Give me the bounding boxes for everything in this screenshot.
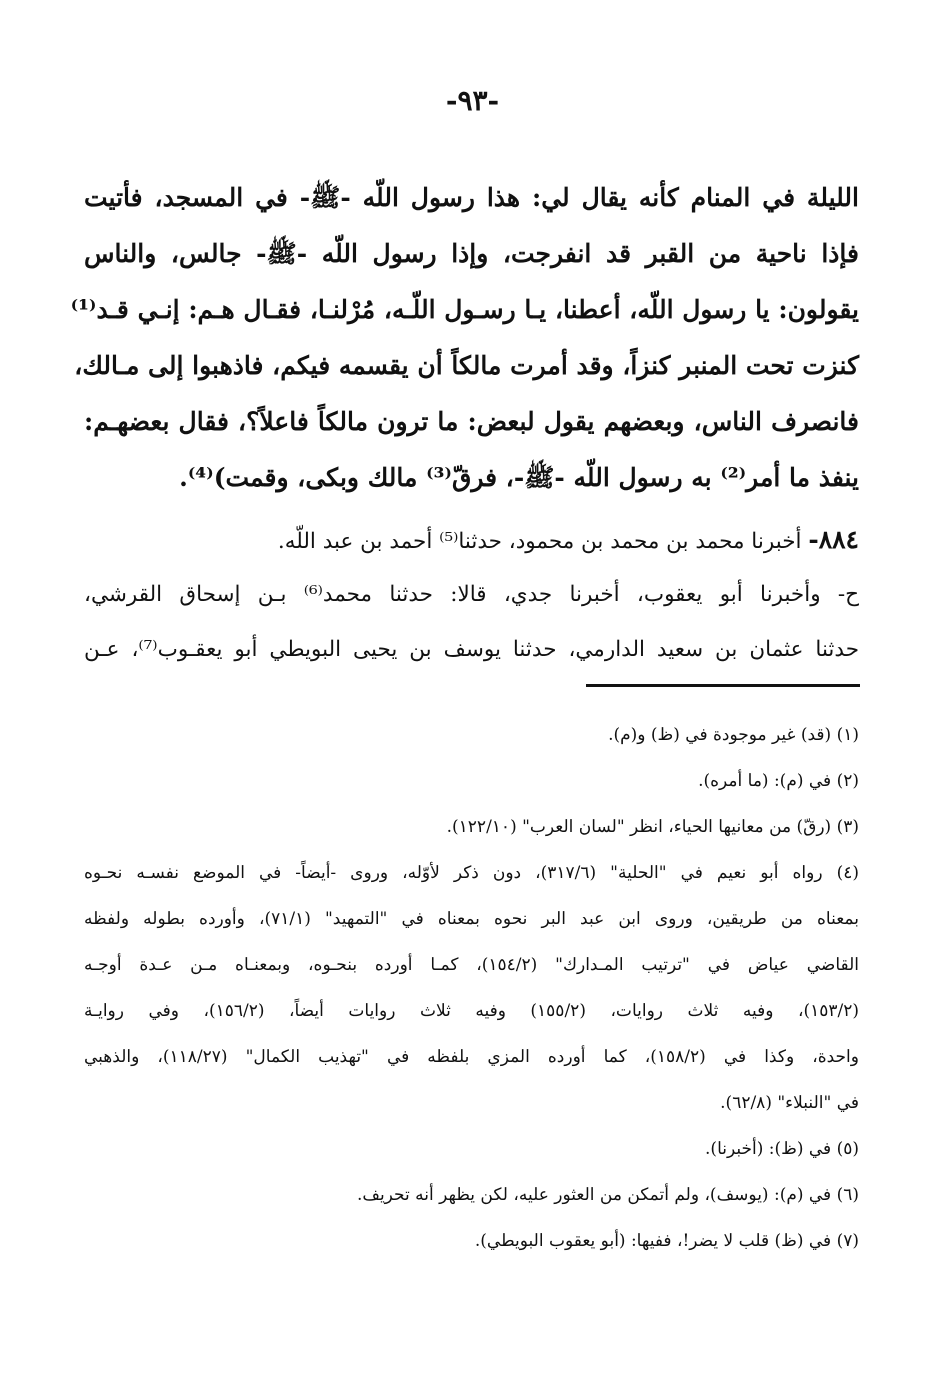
narration-line xyxy=(84,512,859,567)
footnote-5 xyxy=(84,1126,859,1172)
footnote-line: (١٥٣/٢)، وفيه ثلاث روايات، (١٥٥/٢) وفيه ثلاث روايات أيضاً، (١٥٦/٢)، وفي روايـة xyxy=(84,1001,859,1021)
footnote-line: (٥) في (ظ): (أخبرنا). xyxy=(705,1139,859,1159)
narration-line: حدثنا عثمان بن سعيد الدارمي، حدثنا يوسف بن يحيى البويطي أبو يعقـوب⁽⁷⁾، عـن xyxy=(84,637,859,662)
footnote-3 xyxy=(84,804,859,850)
main-line: الليلة في المنام كأنه يقال لي: هذا رسول اللّه -ﷺ- في المسجد، فأتيت xyxy=(84,183,859,212)
footnote-line: (٢) في (م): (ما أمره). xyxy=(698,771,859,791)
main-line: فانصرف الناس، وبعضهم يقول لبعض: ما ترون مالكاً فاعلاً؟، فقال بعضهـم: xyxy=(84,407,859,436)
narration-line: ح- وأخبرنا أبو يعقوب، أخبرنا جدي، قالا: حدثنا محمد⁽⁶⁾ بـن إسحاق القرشي، xyxy=(84,582,860,607)
footnote-2 xyxy=(84,758,859,804)
footnote-6 xyxy=(84,1172,859,1218)
footnote-7 xyxy=(84,1218,859,1264)
footnote-4 xyxy=(84,850,859,1126)
footnote-line: في "النبلاء" (٦٢/٨). xyxy=(720,1093,859,1113)
footnote-line: (٦) في (م): (يوسف)، ولم أتمكن من العثور عليه، لكن يظهر أنه تحريف. xyxy=(356,1185,859,1205)
footnote-line: (٧) في (ظ) قلب لا يضر!، ففيها: (أبو يعقوب البويطي). xyxy=(474,1231,859,1251)
main-line: فإذا ناحية من القبر قد انفرجت، وإذا رسول اللّه -ﷺ- جالس، والناس xyxy=(84,239,860,268)
footnote-line: (٣) (رقّ) من معانيها الحياء، انظر "لسان العرب" (١٢٢/١٠). xyxy=(446,817,859,837)
narration-text: أخبرنا محمد بن محمد بن محمود، حدثنا⁽⁵⁾ أحمد بن عبد اللّه. xyxy=(277,529,802,554)
main-line: كنزت تحت المنبر كنزاً، وقد أمرت مالكاً أن يقسمه فيكم، فاذهبوا إلى مـالك، xyxy=(74,351,859,380)
footnote-1 xyxy=(84,712,859,758)
footnote-line: (١) (قد) غير موجودة في (ظ) و(م). xyxy=(608,725,859,745)
footnote-line: (٤) رواه أبو نعيم في "الحلية" (٣١٧/٦)، دون ذكر لأوّله، وروى -أيضاً- في الموضع نفسـه نحـوه xyxy=(84,863,859,883)
footnote-line: بمعناه من طريقين، وروى ابن عبد البر نحوه بمعناه في "التمهيد" (٧١/١)، وأورده بطوله ولفظه xyxy=(84,909,859,929)
footnotes xyxy=(84,712,859,1264)
main-line: يقولون: يا رسول اللّه، أعطنا، يـا رسـول اللّـه، مُرْلنـا، فقـال هـم: إنـي قـد⁽¹⁾ xyxy=(70,295,859,324)
footnote-line: واحدة، وكذا في (١٥٨/٢)، كما أورده المزي بلفظه في "تهذيب الكمال" (١١٨/٢٧)، والذهبي xyxy=(84,1047,859,1067)
hadith-narration xyxy=(84,512,859,677)
hadith-number: ٨٨٤- xyxy=(808,525,859,554)
main-text xyxy=(70,170,860,506)
footnote-separator xyxy=(586,684,860,687)
footnote-line: القاضي عياض في "ترتيب المـدارك" (١٥٤/٢)، كمـا أورده بنحـوه، وبمعنـاه مـن عـدة أوجـه xyxy=(84,955,859,975)
main-line: ينفذ ما أمر⁽²⁾ به رسول اللّه -ﷺ-، فرقّ⁽³⁾ مالك وبكى، وقمت)⁽⁴⁾. xyxy=(179,463,859,492)
page-number: -٩٣- xyxy=(445,84,500,117)
